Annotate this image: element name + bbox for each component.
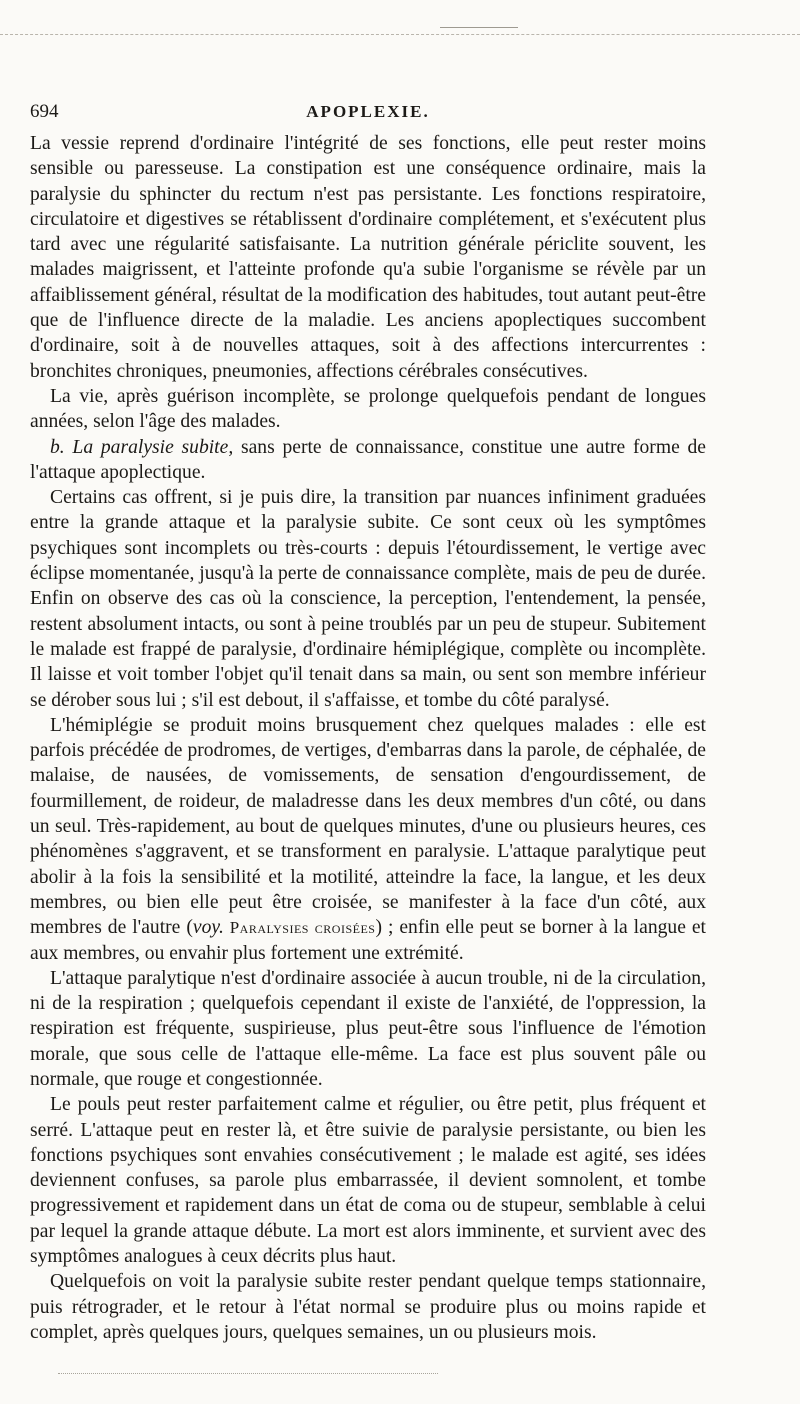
paragraph-6: L'attaque paralytique n'est d'ordinaire associée à aucun trouble, ni de la circulation, ni de la respiration ; quelquefois cependant il existe de l'anxiété, de l'oppression, la respiration est fréquente, suspirieuse, plus peut-être sous l'influence de l'émotion morale, que sous celle de l'attaque elle-même. La face est plus souvent pâle ou normale, que rouge et congestionnée.: [30, 967, 706, 1090]
page-number: 694: [30, 101, 59, 122]
cross-reference: Paralysies croisées: [223, 918, 376, 938]
page-header: [30, 101, 706, 131]
paragraph-5: [30, 713, 706, 966]
section-lead: b. La paralysie subite,: [50, 436, 234, 458]
paragraph-4: Certains cas offrent, si je puis dire, la transition par nuances infiniment graduées entre la grande attaque et la paralysie subite. Ce sont ceux où les symptômes psychiques sont incomplets ou très-courts : depuis l'étourdissement, le vertige avec éclipse momentanée, jusqu'à la perte de connaissance complète, mais de peu de durée. Enfin on observe des cas où la conscience, la perception, l'entendement, la pensée, restent absolument intacts, ou sont à peine troublés par un peu de stupeur. Subitement le malade est frappé de paralysie, d'ordinaire hémiplégique, complète ou incomplète. Il laisse et voit tomber l'objet qu'il tenait dans sa main, ou sent son membre inférieur se dérober sous lui ; s'il est debout, il s'affaisse, et tombe du côté paralysé.: [30, 487, 706, 711]
scan-border-line: [0, 34, 800, 35]
voy-abbrev: voy.: [192, 917, 224, 939]
paragraph-1: La vessie reprend d'ordinaire l'intégrité de ses fonctions, elle peut rester moins sensible ou paresseuse. La constipation est une conséquence ordinaire, mais la paralysie du sphincter du rectum n'est pas persistante. Les fonctions respiratoire, circulatoire et digestives se rétablissent d'ordinaire complétement, et s'exécutent plus tard avec une régularité satisfaisante. La nutrition générale périclite souvent, les malades maigrissent, et l'atteinte profonde qu'a subie l'organisme se révèle par un affaiblissement général, résultat de la modification des habitudes, tout autant peut-être que de l'influence directe de la maladie. Les anciens apoplectiques succombent d'ordinaire, soit à de nouvelles attaques, soit à des affections intercurrentes : bronchites chroniques, pneumonies, affections cérébrales consécutives.: [30, 133, 706, 382]
paragraph-5-text-a: L'hémiplégie se produit moins brusquement chez quelques malades : elle est parfois précédée de prodromes, de vertiges, d'embarras dans la parole, de céphalée, de malaise, de nausées, de vomissements, de sensation d'engourdissement, de fourmillement, de roideur, de maladresse dans les deux membres d'un côté, ou dans un seul. Très-rapidement, au bout de quelques minutes, d'une ou plusieurs heures, ces phénomènes s'aggravent, et se transforment en paralysie. L'attaque paralytique peut abolir à la fois la sensibilité et la motilité, atteindre la face, la langue, et les deux membres, ou bien elle peut être croisée, se manifester à la face d'un côté, aux membres de l'autre (: [30, 714, 706, 939]
paragraph-3: [30, 435, 706, 486]
running-title: APOPLEXIE.: [306, 102, 430, 121]
paragraph-5-text-b: ) ; enfin elle peut se borner à la langue et aux membres, ou envahir plus fortement une extrémité.: [30, 917, 707, 964]
paragraph-7: Le pouls peut rester parfaitement calme et régulier, ou être petit, plus fréquent et serré. L'attaque peut en rester là, et être suivie de paralysie persistante, ou bien les fonctions psychiques sont envahies consécutivement ; le malade est agité, ses idées deviennent confuses, sa parole plus embarrassée, il devient somnolent, et tombe progressivement et rapidement dans un état de coma ou de stupeur, semblable à celui par lequel la grande attaque débute. La mort est alors imminente, et survient avec des symptômes analogues à ceux décrits plus haut.: [30, 1094, 706, 1268]
scan-rule: [440, 27, 518, 28]
book-page: [30, 101, 706, 1345]
paragraph-2: La vie, après guérison incomplète, se prolonge quelquefois pendant de longues années, selon l'âge des malades.: [30, 385, 706, 433]
bleed-through-dots: [58, 1373, 438, 1374]
paragraph-8: Quelquefois on voit la paralysie subite rester pendant quelque temps stationnaire, puis rétrograder, et le retour à l'état normal se produire plus ou moins rapide et complet, après quelques jours, quelques semaines, un ou plusieurs mois.: [30, 1271, 706, 1343]
section-lead-text: sans perte de connaissance, constitue une autre forme de l'attaque apoplectique.: [30, 436, 706, 483]
